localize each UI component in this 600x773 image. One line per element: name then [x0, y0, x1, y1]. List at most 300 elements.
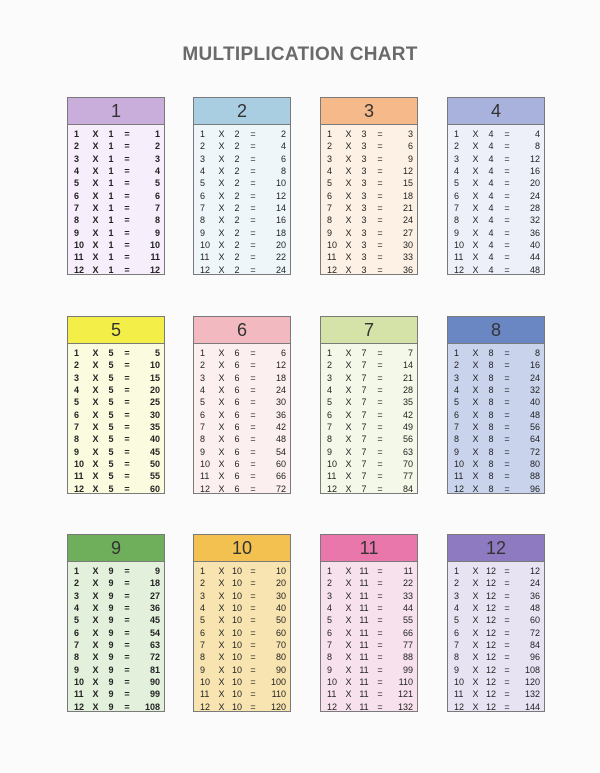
product: 42	[402, 409, 413, 420]
multiplicand: 9	[200, 446, 206, 457]
operator: X	[218, 178, 225, 189]
multiplicand: 10	[74, 459, 85, 470]
table-row	[454, 602, 540, 614]
multiplier: 10	[231, 578, 242, 589]
table-row	[454, 264, 540, 276]
multiplicand: 6	[200, 190, 206, 201]
table-header-1: 1	[68, 98, 164, 125]
operator: X	[472, 372, 479, 383]
multiplier: 1	[108, 129, 114, 139]
multiplicand: 11	[200, 471, 210, 482]
product: 16	[275, 215, 286, 226]
operator: X	[472, 240, 479, 251]
table-card-4	[447, 97, 545, 275]
multiplicand: 2	[74, 578, 80, 589]
equals-sign: =	[250, 409, 256, 420]
equals-sign: =	[250, 689, 256, 700]
multiplier: 9	[108, 664, 114, 675]
product: 36	[402, 264, 413, 275]
operator: X	[92, 652, 99, 663]
multiplier: 1	[108, 190, 114, 201]
multiplicand: 3	[74, 372, 80, 383]
equals-sign: =	[504, 397, 510, 408]
operator: X	[472, 434, 479, 445]
table-row	[200, 639, 286, 651]
operator: X	[472, 227, 479, 238]
multiplicand: 8	[454, 215, 460, 226]
table-row	[454, 639, 540, 651]
multiplier: 8	[488, 348, 494, 358]
multiplier: 11	[359, 652, 369, 663]
multiplicand: 11	[74, 471, 84, 482]
table-row	[454, 190, 540, 202]
multiplicand: 8	[200, 215, 206, 226]
equals-sign: =	[124, 141, 130, 152]
equals-sign: =	[504, 664, 510, 675]
table-header-11: 11	[321, 535, 417, 562]
operator: X	[92, 203, 99, 214]
multiplicand: 9	[454, 446, 460, 457]
table-row	[74, 227, 160, 239]
multiplier: 1	[108, 264, 114, 275]
multiplier: 12	[485, 652, 496, 663]
equals-sign: =	[250, 252, 256, 263]
product: 12	[529, 153, 540, 164]
product: 30	[402, 240, 413, 251]
table-row	[327, 165, 413, 177]
operator: X	[218, 360, 225, 371]
product: 72	[275, 483, 286, 494]
equals-sign: =	[124, 227, 130, 238]
equals-sign: =	[377, 190, 383, 201]
product: 99	[149, 689, 160, 700]
product: 40	[275, 603, 286, 614]
product: 8	[280, 166, 286, 177]
equals-sign: =	[250, 483, 256, 494]
operator: X	[345, 178, 352, 189]
operator: X	[218, 422, 225, 433]
product: 48	[529, 409, 540, 420]
operator: X	[472, 264, 479, 275]
operator: X	[92, 578, 99, 589]
equals-sign: =	[250, 397, 256, 408]
equals-sign: =	[377, 178, 383, 189]
table-row	[327, 639, 413, 651]
multiplier: 4	[488, 166, 494, 177]
multiplier: 3	[361, 227, 367, 238]
table-row	[200, 384, 286, 396]
table-row	[200, 688, 286, 700]
operator: X	[345, 385, 352, 396]
multiplier: 7	[361, 409, 367, 420]
operator: X	[218, 578, 225, 589]
multiplier: 7	[361, 471, 367, 482]
multiplier: 7	[361, 360, 367, 371]
table-rows	[321, 125, 417, 276]
product: 6	[154, 190, 160, 201]
multiplicand: 3	[74, 153, 80, 164]
operator: X	[218, 701, 225, 712]
product: 11	[403, 566, 413, 576]
multiplicand: 6	[74, 627, 80, 638]
multiplicand: 4	[454, 603, 460, 614]
table-row	[327, 651, 413, 663]
multiplier: 11	[359, 640, 369, 651]
table-header-9: 9	[68, 535, 164, 562]
product: 44	[402, 603, 413, 614]
multiplicand: 10	[454, 677, 465, 688]
equals-sign: =	[250, 446, 256, 457]
product: 120	[270, 701, 286, 712]
table-row	[454, 239, 540, 251]
equals-sign: =	[124, 178, 130, 189]
equals-sign: =	[504, 578, 510, 589]
multiplicand: 10	[200, 240, 211, 251]
multiplier: 12	[485, 627, 496, 638]
multiplier: 11	[359, 578, 369, 589]
multiplier: 10	[231, 652, 242, 663]
product: 55	[402, 615, 413, 626]
equals-sign: =	[124, 166, 130, 177]
operator: X	[472, 348, 479, 358]
product: 1	[154, 129, 160, 139]
multiplier: 2	[234, 240, 240, 251]
multiplier: 7	[361, 459, 367, 470]
operator: X	[218, 153, 225, 164]
table-row	[454, 565, 540, 577]
multiplier: 5	[108, 459, 114, 470]
multiplicand: 2	[454, 360, 460, 371]
multiplier: 11	[359, 603, 369, 614]
operator: X	[218, 190, 225, 201]
multiplicand: 12	[454, 264, 465, 275]
table-row	[327, 202, 413, 214]
equals-sign: =	[124, 397, 130, 408]
equals-sign: =	[504, 434, 510, 445]
multiplier: 3	[361, 178, 367, 189]
operator: X	[472, 471, 479, 482]
equals-sign: =	[124, 689, 130, 700]
multiplicand: 5	[454, 615, 460, 626]
table-row	[327, 227, 413, 239]
equals-sign: =	[504, 240, 510, 251]
multiplier: 5	[108, 483, 114, 494]
product: 50	[275, 615, 286, 626]
equals-sign: =	[377, 677, 383, 688]
table-row	[454, 128, 540, 140]
table-row	[454, 470, 540, 482]
operator: X	[218, 215, 225, 226]
equals-sign: =	[504, 603, 510, 614]
product: 40	[529, 240, 540, 251]
equals-sign: =	[377, 615, 383, 626]
operator: X	[218, 483, 225, 494]
product: 11	[150, 252, 160, 263]
table-row	[74, 651, 160, 663]
equals-sign: =	[124, 190, 130, 201]
multiplier: 8	[488, 422, 494, 433]
multiplicand: 3	[200, 590, 206, 601]
operator: X	[92, 627, 99, 638]
product: 12	[275, 360, 286, 371]
multiplicand: 6	[74, 409, 80, 420]
product: 88	[402, 652, 413, 663]
table-row	[74, 190, 160, 202]
product: 27	[402, 227, 413, 238]
multiplier: 9	[108, 590, 114, 601]
multiplicand: 2	[200, 141, 206, 152]
equals-sign: =	[250, 264, 256, 275]
table-row	[327, 153, 413, 165]
multiplicand: 12	[74, 701, 85, 712]
multiplicand: 1	[454, 129, 460, 139]
multiplicand: 2	[74, 360, 80, 371]
multiplicand: 8	[74, 652, 80, 663]
equals-sign: =	[377, 409, 383, 420]
product: 5	[154, 348, 160, 358]
multiplicand: 7	[200, 203, 206, 214]
operator: X	[345, 677, 352, 688]
operator: X	[472, 422, 479, 433]
operator: X	[92, 178, 99, 189]
product: 45	[149, 615, 160, 626]
multiplicand: 7	[74, 203, 80, 214]
product: 56	[402, 434, 413, 445]
multiplicand: 7	[327, 422, 333, 433]
multiplicand: 3	[74, 590, 80, 601]
table-rows	[448, 125, 544, 276]
table-row	[200, 627, 286, 639]
product: 10	[275, 178, 286, 189]
product: 28	[402, 385, 413, 396]
operator: X	[472, 385, 479, 396]
operator: X	[218, 446, 225, 457]
operator: X	[92, 385, 99, 396]
operator: X	[472, 677, 479, 688]
multiplicand: 1	[327, 129, 333, 139]
multiplier: 2	[234, 264, 240, 275]
product: 4	[154, 166, 160, 177]
operator: X	[92, 446, 99, 457]
multiplicand: 8	[74, 215, 80, 226]
operator: X	[218, 652, 225, 663]
table-row	[74, 590, 160, 602]
product: 100	[270, 677, 286, 688]
operator: X	[345, 153, 352, 164]
operator: X	[92, 701, 99, 712]
operator: X	[218, 640, 225, 651]
product: 60	[275, 459, 286, 470]
product: 7	[154, 203, 160, 214]
table-row	[454, 590, 540, 602]
equals-sign: =	[504, 422, 510, 433]
operator: X	[92, 360, 99, 371]
multiplier: 8	[488, 372, 494, 383]
table-row	[200, 470, 286, 482]
multiplier: 2	[234, 178, 240, 189]
equals-sign: =	[124, 701, 130, 712]
operator: X	[472, 178, 479, 189]
product: 16	[529, 360, 540, 371]
product: 44	[529, 252, 540, 263]
product: 14	[402, 360, 413, 371]
multiplicand: 11	[74, 689, 84, 700]
multiplier: 2	[234, 141, 240, 152]
multiplier: 4	[488, 215, 494, 226]
table-header-3: 3	[321, 98, 417, 125]
product: 36	[149, 603, 160, 614]
multiplicand: 4	[327, 603, 333, 614]
product: 36	[529, 590, 540, 601]
table-row	[327, 614, 413, 626]
multiplicand: 1	[454, 566, 460, 576]
table-row	[200, 651, 286, 663]
table-card-7	[320, 316, 418, 494]
product: 132	[397, 701, 413, 712]
table-header-12: 12	[448, 535, 544, 562]
operator: X	[345, 215, 352, 226]
multiplicand: 3	[454, 590, 460, 601]
operator: X	[218, 459, 225, 470]
operator: X	[472, 640, 479, 651]
operator: X	[345, 566, 352, 576]
product: 18	[402, 190, 413, 201]
operator: X	[345, 397, 352, 408]
operator: X	[472, 252, 479, 263]
table-row	[327, 384, 413, 396]
product: 9	[154, 227, 160, 238]
multiplicand: 12	[454, 701, 465, 712]
table-row	[200, 251, 286, 263]
operator: X	[92, 471, 99, 482]
product: 18	[275, 227, 286, 238]
equals-sign: =	[124, 409, 130, 420]
multiplicand: 4	[454, 385, 460, 396]
operator: X	[345, 471, 352, 482]
table-header-8: 8	[448, 317, 544, 344]
table-row	[200, 372, 286, 384]
multiplier: 12	[485, 603, 496, 614]
multiplier: 10	[231, 701, 242, 712]
product: 66	[275, 471, 286, 482]
table-row	[454, 214, 540, 226]
multiplier: 3	[361, 153, 367, 164]
table-row	[74, 433, 160, 445]
operator: X	[92, 215, 99, 226]
multiplier: 3	[361, 141, 367, 152]
equals-sign: =	[504, 689, 510, 700]
multiplier: 12	[485, 578, 496, 589]
multiplier: 2	[234, 227, 240, 238]
operator: X	[472, 603, 479, 614]
table-row	[74, 565, 160, 577]
equals-sign: =	[504, 566, 510, 576]
multiplier: 4	[488, 203, 494, 214]
product: 16	[529, 166, 540, 177]
multiplier: 11	[359, 677, 369, 688]
multiplier: 4	[488, 141, 494, 152]
table-row	[74, 372, 160, 384]
table-row	[200, 227, 286, 239]
table-row	[74, 239, 160, 251]
multiplicand: 2	[200, 360, 206, 371]
equals-sign: =	[504, 141, 510, 152]
multiplier: 6	[234, 434, 240, 445]
table-row	[200, 409, 286, 421]
table-row	[327, 177, 413, 189]
table-row	[327, 433, 413, 445]
multiplier: 6	[234, 422, 240, 433]
multiplicand: 12	[327, 483, 338, 494]
table-rows	[68, 125, 164, 276]
equals-sign: =	[504, 227, 510, 238]
equals-sign: =	[124, 603, 130, 614]
multiplier: 6	[234, 409, 240, 420]
equals-sign: =	[377, 459, 383, 470]
equals-sign: =	[504, 129, 510, 139]
multiplicand: 5	[327, 178, 333, 189]
multiplicand: 7	[74, 640, 80, 651]
multiplicand: 8	[327, 652, 333, 663]
operator: X	[218, 471, 225, 482]
page-title: MULTIPLICATION CHART	[182, 44, 418, 65]
product: 3	[154, 153, 160, 164]
multiplier: 3	[361, 252, 367, 263]
product: 35	[149, 422, 160, 433]
multiplicand: 5	[74, 178, 80, 189]
operator: X	[472, 446, 479, 457]
multiplicand: 5	[327, 615, 333, 626]
multiplicand: 8	[74, 434, 80, 445]
multiplier: 12	[485, 640, 496, 651]
multiplicand: 7	[200, 640, 206, 651]
table-row	[327, 239, 413, 251]
multiplicand: 1	[74, 129, 80, 139]
multiplicand: 8	[454, 434, 460, 445]
table-row	[74, 347, 160, 359]
equals-sign: =	[250, 372, 256, 383]
equals-sign: =	[124, 652, 130, 663]
table-row	[454, 372, 540, 384]
product: 3	[407, 129, 413, 139]
table-row	[74, 251, 160, 263]
product: 6	[280, 348, 286, 358]
table-card-3	[320, 97, 418, 275]
table-row	[454, 251, 540, 263]
operator: X	[345, 578, 352, 589]
multiplicand: 5	[74, 615, 80, 626]
product: 5	[154, 178, 160, 189]
table-row	[200, 676, 286, 688]
operator: X	[92, 397, 99, 408]
multiplicand: 4	[327, 166, 333, 177]
table-row	[454, 177, 540, 189]
equals-sign: =	[250, 603, 256, 614]
equals-sign: =	[250, 627, 256, 638]
equals-sign: =	[504, 264, 510, 275]
table-row	[74, 446, 160, 458]
operator: X	[345, 227, 352, 238]
operator: X	[345, 640, 352, 651]
multiplier: 9	[108, 640, 114, 651]
operator: X	[472, 652, 479, 663]
table-row	[74, 470, 160, 482]
operator: X	[345, 615, 352, 626]
operator: X	[472, 190, 479, 201]
multiplicand: 3	[327, 590, 333, 601]
multiplier: 12	[485, 615, 496, 626]
multiplicand: 10	[74, 677, 85, 688]
